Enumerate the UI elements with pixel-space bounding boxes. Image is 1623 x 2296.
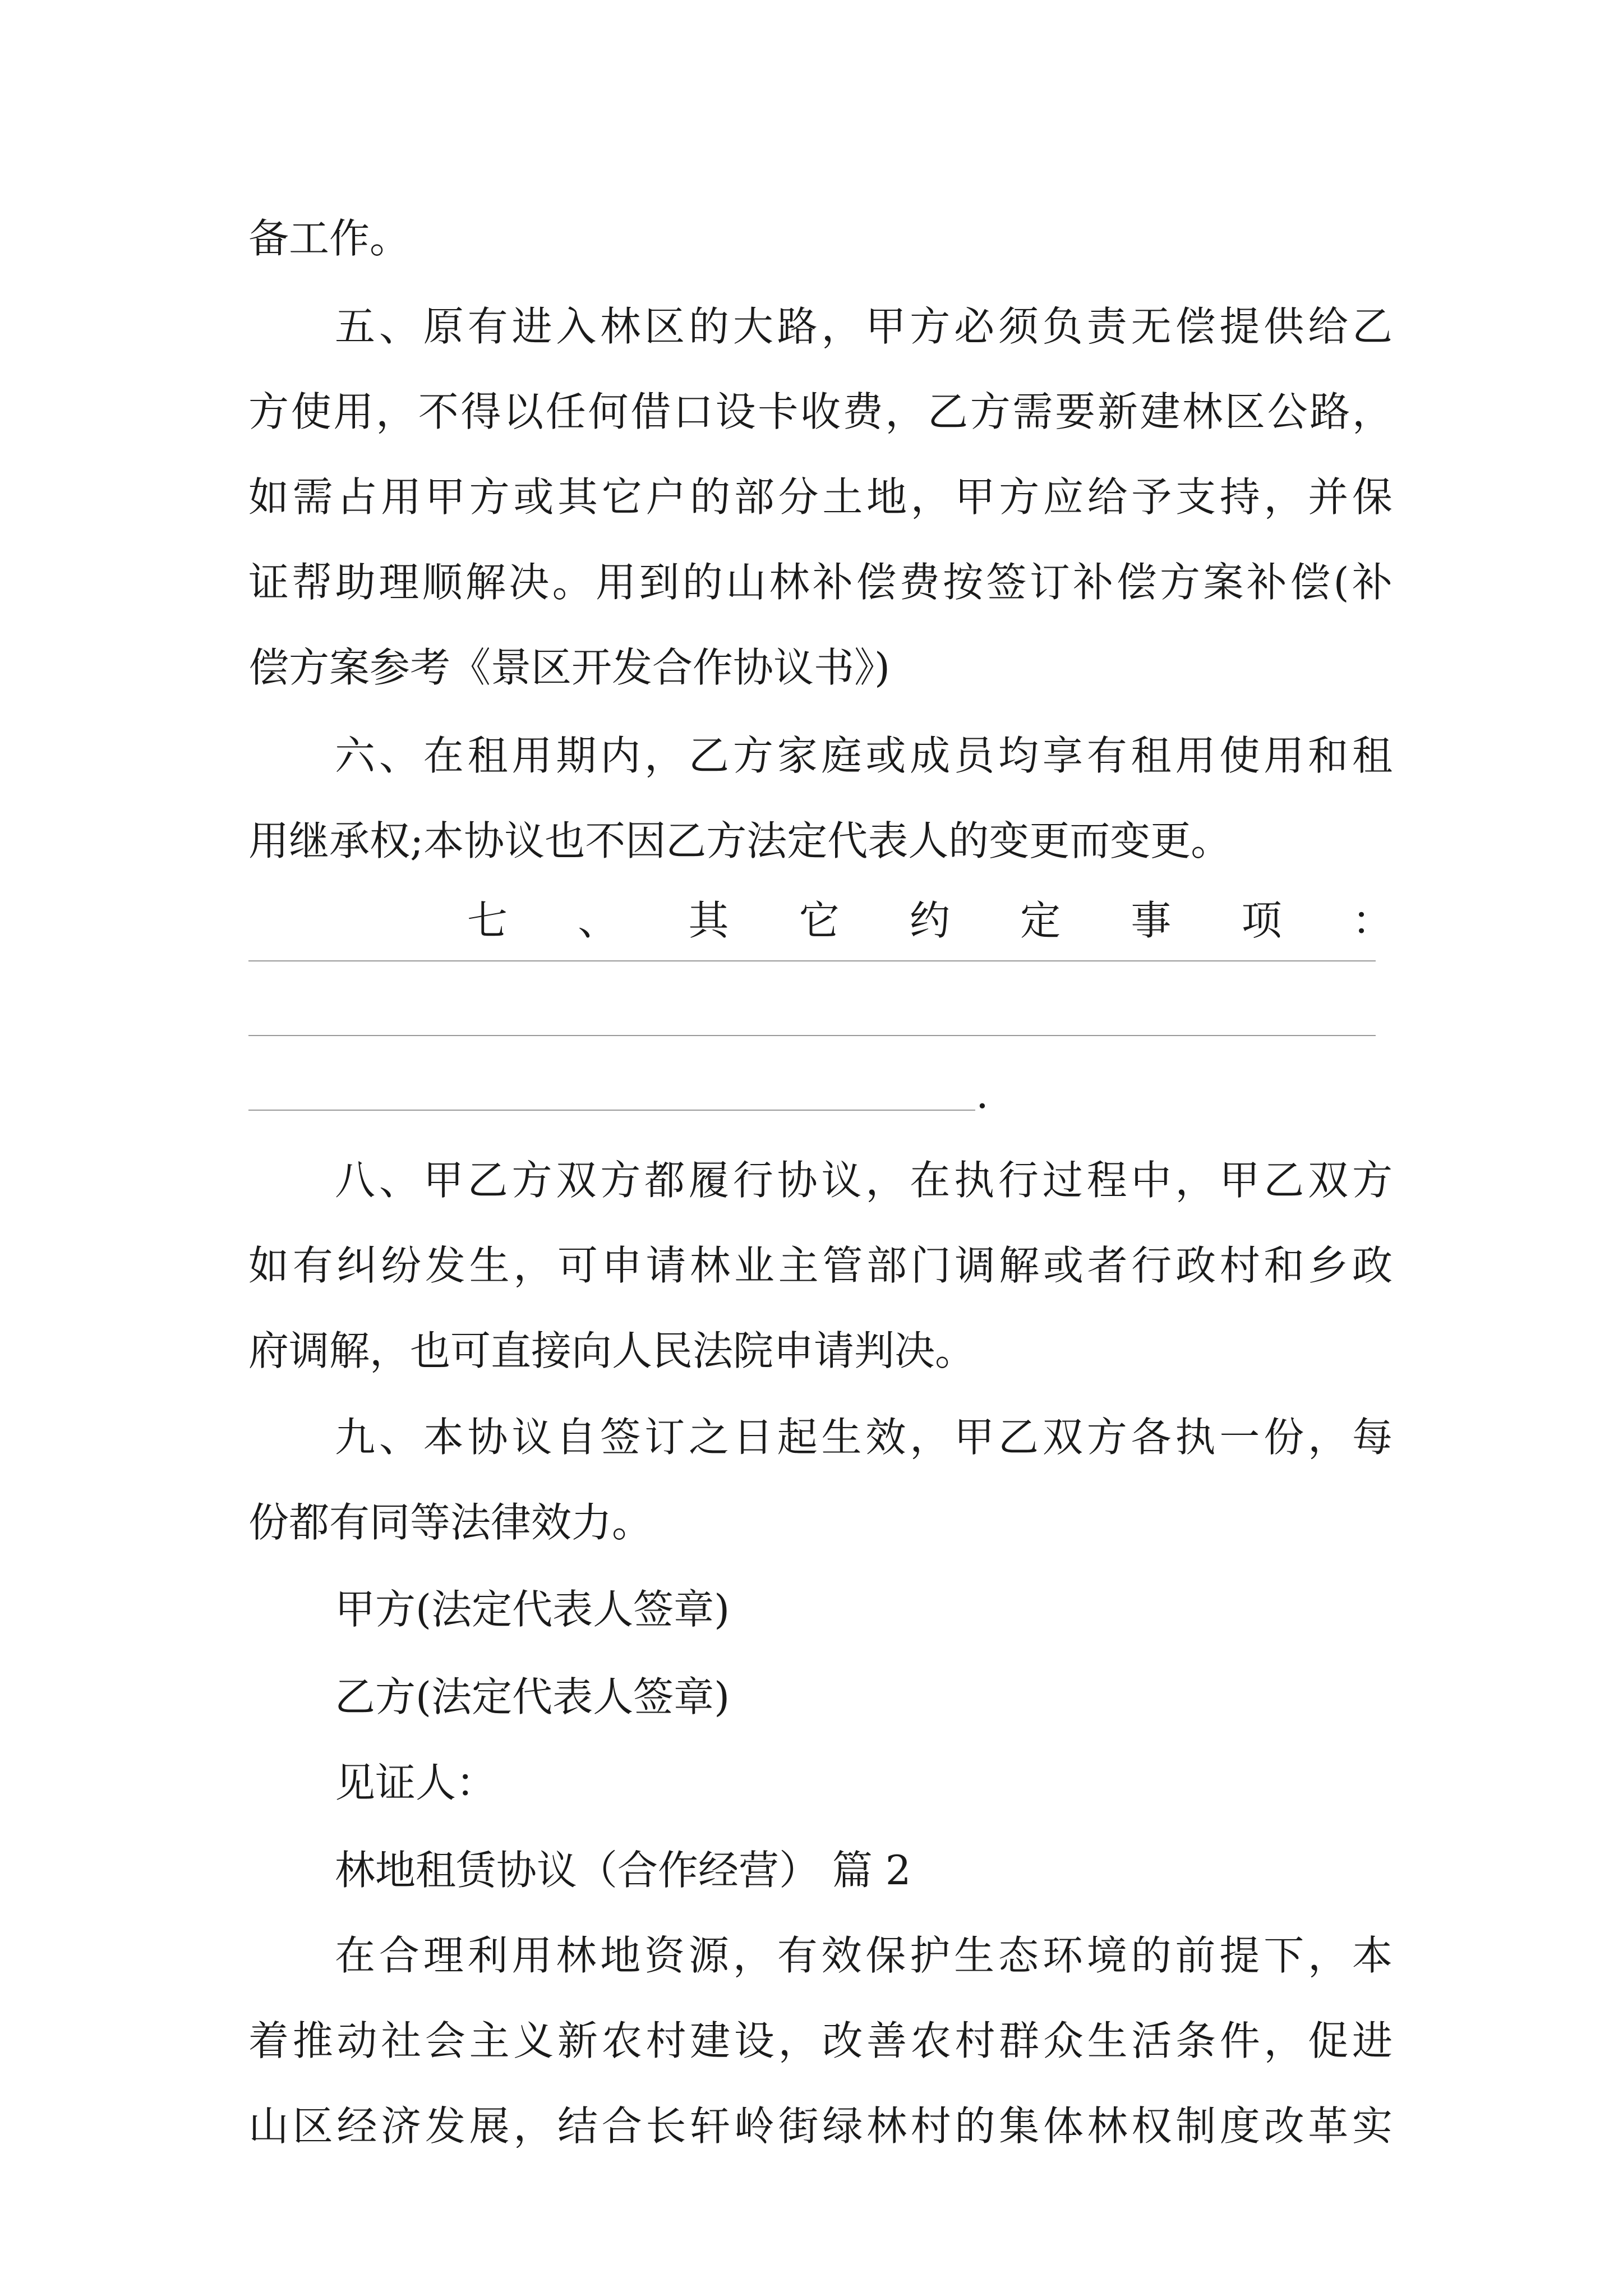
paragraph-line: 在合理利用林地资源，有效保护生态环境的前提下，本 <box>335 1932 1393 1979</box>
blank-fill-line <box>248 960 1376 961</box>
clause-9-line: 份都有同等法律效力。 <box>248 1499 653 1546</box>
clause-7-heading <box>248 895 1393 946</box>
clause-8-line: 府调解，也可直接向人民法院申请判决。 <box>248 1327 976 1374</box>
heading-char: 它 <box>799 897 840 944</box>
paragraph-line: 山区经济发展，结合长轩岭街绿林村的集体林权制度改革实 <box>248 2102 1393 2150</box>
witness-label: 见证人： <box>335 1759 497 1806</box>
clause-6-line: 用继承权;本协议也不因乙方法定代表人的变更而变更。 <box>248 817 1232 864</box>
clause-8-line: 八、甲乙方双方都履行协议，在执行过程中，甲乙双方 <box>335 1157 1393 1204</box>
paragraph-line: 着推动社会主义新农村建设，改善农村群众生活条件，促进 <box>248 2017 1393 2064</box>
clause-5-line: 证帮助理顺解决。用到的山林补偿费按签订补偿方案补偿(补 <box>248 559 1393 606</box>
heading-char: 项 <box>1241 897 1282 944</box>
blank-fill-line <box>248 1110 975 1111</box>
clause-5-line: 五、原有进入林区的大路，甲方必须负责无偿提供给乙 <box>335 303 1393 350</box>
heading-char: 七 <box>467 897 508 944</box>
clause-9-line: 九、本协议自签订之日起生效，甲乙双方各执一份，每 <box>335 1414 1393 1461</box>
heading-char: 定 <box>1020 897 1061 944</box>
heading-char: 、 <box>578 897 619 944</box>
clause-6-line: 六、在租用期内，乙方家庭或成员均享有租用使用和租 <box>335 732 1393 779</box>
blank-end-mark: . <box>976 1070 989 1117</box>
heading-char: 约 <box>909 897 950 944</box>
heading-char: ： <box>1352 897 1393 944</box>
clause-8-line: 如有纠纷发生，可申请林业主管部门调解或者行政村和乡政 <box>248 1242 1393 1289</box>
clause-5-line: 如需占用甲方或其它户的部分土地，甲方应给予支持，并保 <box>248 473 1393 521</box>
clause-5-line: 方使用，不得以任何借口设卡收费，乙方需要新建林区公路， <box>248 388 1393 435</box>
party-a-signature: 甲方(法定代表人签章) <box>335 1586 730 1633</box>
blank-fill-line <box>248 1035 1376 1036</box>
paragraph-line: 备工作。 <box>248 215 411 262</box>
party-b-signature: 乙方(法定代表人签章) <box>335 1673 730 1720</box>
heading-char: 其 <box>688 897 729 944</box>
heading-char: 事 <box>1131 897 1172 944</box>
section-title: 林地租赁协议（合作经营） 篇 2 <box>335 1847 911 1894</box>
clause-5-line: 偿方案参考《景区开发合作协议书》) <box>248 644 891 691</box>
